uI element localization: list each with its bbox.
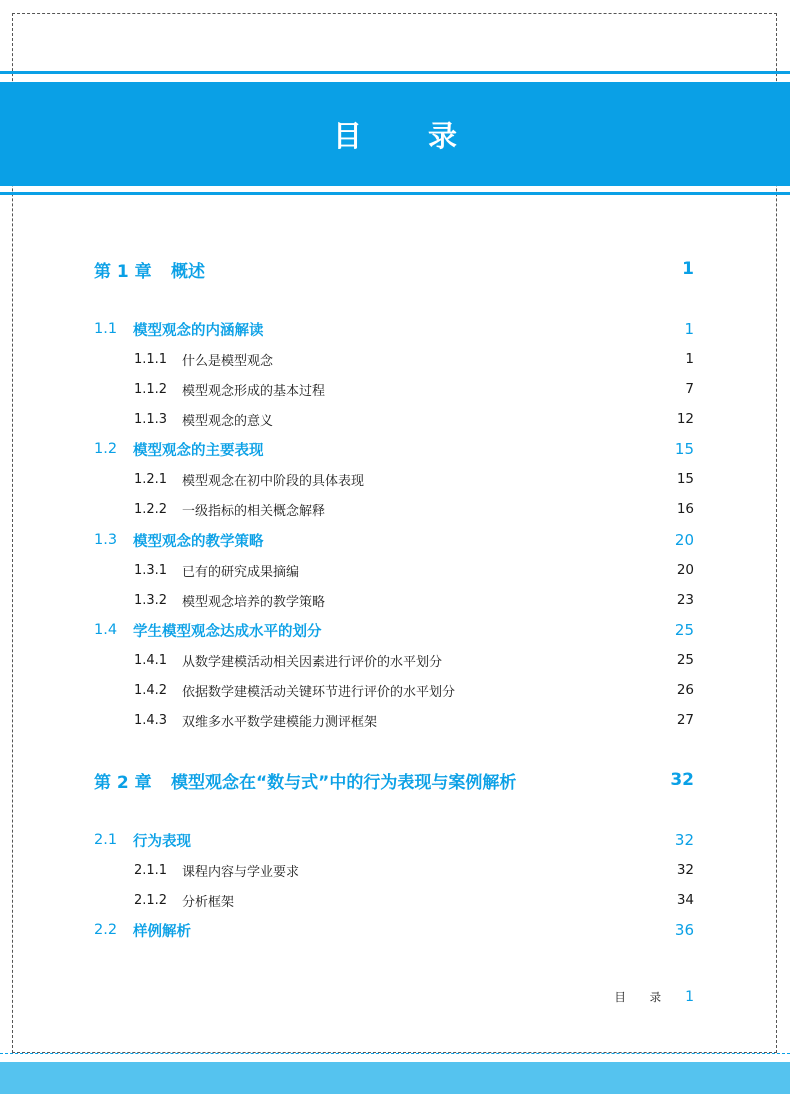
title-band-top-line [0, 71, 790, 74]
toc-entry-number: 1.2 [94, 441, 118, 457]
toc-entry-page: 27 [676, 712, 694, 728]
toc-entry-section[interactable] [94, 829, 694, 851]
bottom-color-strip [0, 1062, 790, 1094]
toc-entry-number: 第 2 章 [94, 772, 152, 793]
toc-entry-label: 依据数学建模活动关键环节进行评价的水平划分 [182, 684, 456, 700]
title-band [0, 82, 790, 186]
toc-entry-page: 20 [676, 562, 694, 578]
toc-entry-label: 学生模型观念达成水平的划分 [133, 623, 322, 640]
toc-entry-label: 双维多水平数学建模能力测评框架 [182, 714, 378, 730]
toc-entry-page: 25 [676, 652, 694, 668]
toc-entry-page: 25 [674, 621, 694, 639]
toc-entry-page: 34 [676, 892, 694, 908]
toc-entry-label: 已有的研究成果摘编 [182, 564, 300, 580]
toc-entry-sub[interactable] [134, 468, 694, 490]
toc-entry-section[interactable] [94, 529, 694, 551]
toc-entry-label: 概述 [171, 261, 205, 282]
toc-entry-sub[interactable] [134, 709, 694, 731]
bottom-bleed-line [0, 1053, 790, 1054]
footer-page-number: 1 [685, 989, 694, 1005]
toc-entry-number: 1.4.2 [134, 682, 168, 698]
toc-entry-page: 1 [682, 259, 694, 279]
toc-entry-label: 模型观念培养的教学策略 [182, 594, 326, 610]
toc-entry-number: 1.4.3 [134, 712, 168, 728]
toc-entry-label: 行为表现 [133, 833, 191, 850]
toc-entry-page: 36 [674, 921, 694, 939]
toc-entry-page: 32 [674, 831, 694, 849]
toc-entry-number: 1.4.1 [134, 652, 168, 668]
toc-entry-number: 1.3 [94, 532, 118, 548]
toc-entry-page: 12 [676, 411, 694, 427]
toc-entry-page: 23 [676, 592, 694, 608]
toc-entry-sub[interactable] [134, 889, 694, 911]
toc-entry-label: 课程内容与学业要求 [182, 864, 300, 880]
toc-entry-label: 模型观念的主要表现 [133, 442, 264, 459]
toc-entry-number: 第 1 章 [94, 261, 152, 282]
page-title: 目 录 [332, 118, 486, 153]
footer-label: 目 录 [614, 990, 672, 1004]
toc-entry-number: 2.2 [94, 922, 118, 938]
toc-entry-number: 1.4 [94, 622, 118, 638]
toc-entry-section[interactable] [94, 919, 694, 941]
toc-entry-label: 模型观念在“数与式”中的行为表现与案例解析 [171, 772, 517, 793]
toc-entry-sub[interactable] [134, 348, 694, 370]
toc-entry-label: 模型观念的意义 [182, 413, 274, 429]
toc-entry-sub[interactable] [134, 498, 694, 520]
toc-entry-section[interactable] [94, 438, 694, 460]
toc-entry-label: 一级指标的相关概念解释 [182, 503, 326, 519]
toc-entry-section[interactable] [94, 619, 694, 641]
toc-entry-number: 2.1 [94, 832, 118, 848]
toc-entry-page: 26 [676, 682, 694, 698]
toc-entry-label: 分析框架 [182, 894, 235, 910]
toc-entry-label: 什么是模型观念 [182, 353, 274, 369]
toc-entry-sub[interactable] [134, 589, 694, 611]
toc-entry-label: 模型观念在初中阶段的具体表现 [182, 473, 365, 489]
page-footer [600, 986, 694, 1008]
toc-entry-page: 15 [674, 440, 694, 458]
toc-entry-number: 1.1.1 [134, 351, 168, 367]
toc-entry-page: 32 [670, 770, 694, 790]
toc-entry-page: 1 [684, 320, 694, 338]
toc-entry-page: 16 [676, 501, 694, 517]
toc-entry-sub[interactable] [134, 378, 694, 400]
toc-entry-page: 32 [676, 862, 694, 878]
toc-entry-label: 模型观念的内涵解读 [133, 322, 264, 339]
toc-entry-page: 7 [685, 381, 694, 397]
toc-entry-number: 1.2.2 [134, 501, 168, 517]
toc-entry-label: 从数学建模活动相关因素进行评价的水平划分 [182, 654, 443, 670]
toc-entry-number: 1.2.1 [134, 471, 168, 487]
toc-entry-sub[interactable] [134, 649, 694, 671]
toc-entry-number: 1.3.2 [134, 592, 168, 608]
toc-entry-page: 15 [676, 471, 694, 487]
toc-entry-number: 1.1 [94, 321, 118, 337]
toc-entry-number: 1.3.1 [134, 562, 168, 578]
toc-entry-sub[interactable] [134, 859, 694, 881]
toc-entry-number: 1.1.2 [134, 381, 168, 397]
toc-entry-number: 2.1.2 [134, 892, 168, 908]
toc-entry-label: 模型观念形成的基本过程 [182, 383, 326, 399]
toc-entry-number: 1.1.3 [134, 411, 168, 427]
title-band-bottom-line [0, 192, 790, 195]
toc-entry-chapter[interactable] [94, 769, 694, 791]
toc-entry-number: 2.1.1 [134, 862, 168, 878]
toc-entry-chapter[interactable] [94, 258, 694, 280]
toc-entry-label: 模型观念的教学策略 [133, 533, 264, 550]
toc-entry-sub[interactable] [134, 408, 694, 430]
toc-entry-label: 样例解析 [133, 923, 191, 940]
toc-entry-sub[interactable] [134, 559, 694, 581]
toc-entry-page: 1 [685, 351, 694, 367]
toc-entry-page: 20 [674, 531, 694, 549]
toc-entry-sub[interactable] [134, 679, 694, 701]
toc-entry-section[interactable] [94, 318, 694, 340]
